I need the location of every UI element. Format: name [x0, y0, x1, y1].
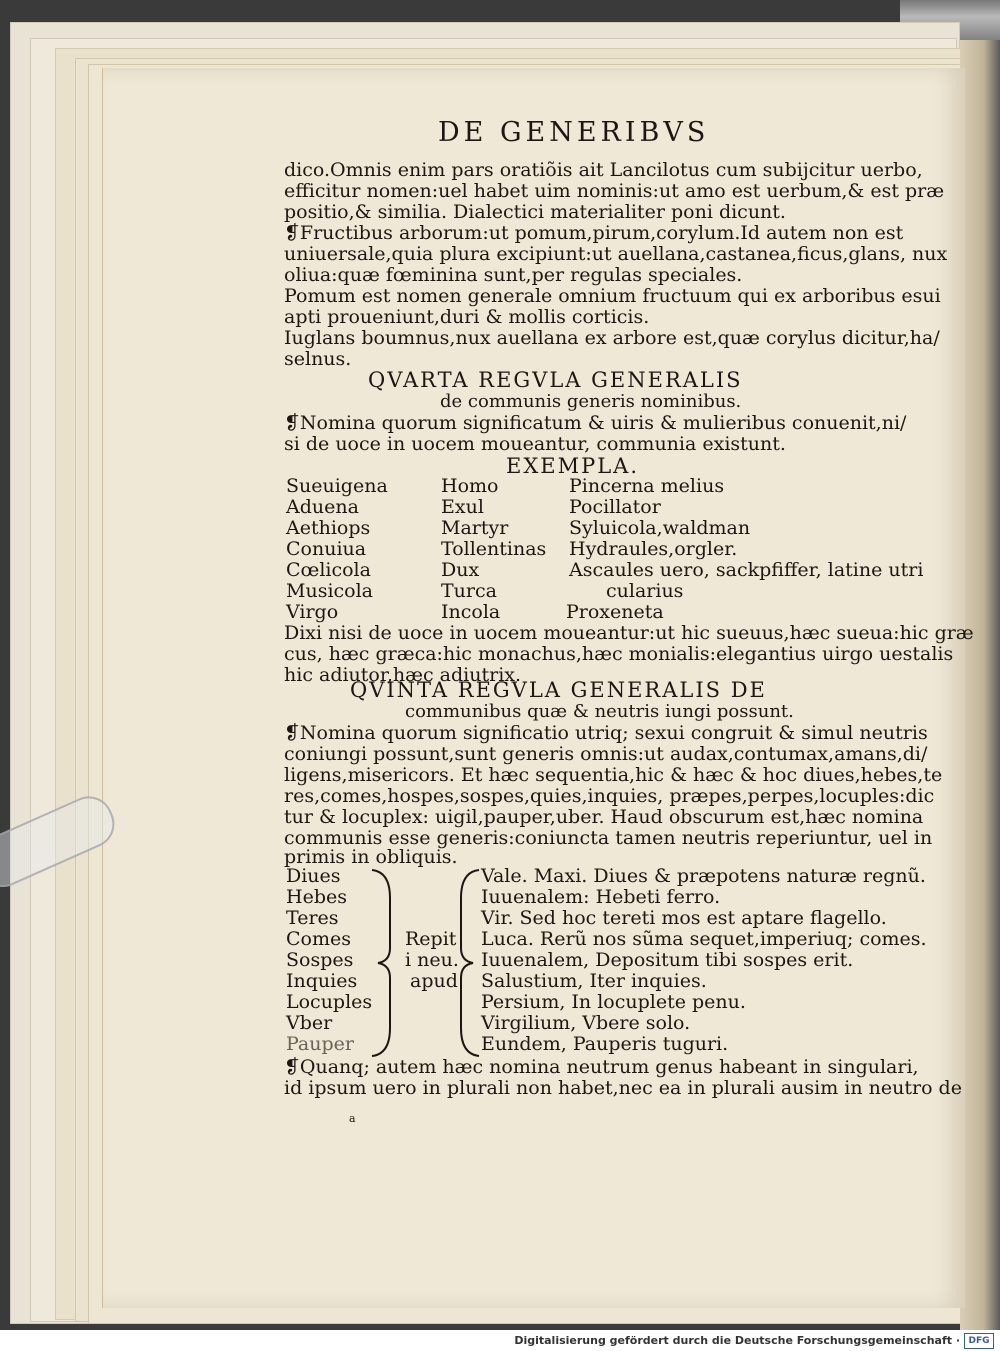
example-word: Turca — [441, 580, 497, 602]
text-line: si de uoce in uocem moueantur, communia existunt. — [284, 433, 786, 455]
example-word: Pocillator — [569, 496, 661, 518]
table-citation: Persium, In locuplete penu. — [481, 991, 746, 1013]
right-brace — [455, 868, 483, 1058]
table-word: Diues — [286, 865, 341, 887]
example-word: Exul — [441, 496, 484, 518]
table-citation: Vir. Sed hoc tereti mos est aptare flagello. — [481, 907, 887, 929]
table-word: Teres — [286, 907, 339, 929]
left-brace — [368, 868, 396, 1058]
table-middle-label: Repit — [405, 928, 457, 950]
text-line: uniuersale,quia plura excipiunt:ut auellana,castanea,ficus,glans, nux — [284, 243, 948, 265]
example-word: Syluicola,waldman — [569, 517, 751, 539]
example-word: Proxeneta — [566, 601, 664, 623]
example-word: Ascaules uero, sackpfiffer, latine utri — [569, 559, 924, 581]
example-word: Musicola — [286, 580, 374, 602]
table-citation: Eundem, Pauperis tuguri. — [481, 1033, 729, 1055]
table-citation: Iuuenalem, Depositum tibi sospes erit. — [481, 949, 854, 971]
examples-heading: EXEMPLA. — [506, 454, 640, 478]
text-line: hic adiutor,hæc adiutrix. — [284, 664, 522, 686]
section-subheading: de communis generis nominibus. — [440, 391, 742, 412]
example-word: Incola — [441, 601, 501, 623]
example-word: Hydraules,orgler. — [569, 538, 738, 560]
table-word: Sospes — [286, 949, 354, 971]
text-line: id ipsum uero in plurali non habet,nec ea in plurali ausim in neutro de — [284, 1077, 962, 1099]
example-word: Conuiua — [286, 538, 367, 560]
text-line: Pomum est nomen generale omnium fructuum qui ex arboribus esui — [284, 285, 941, 307]
page-marker: a — [349, 1112, 356, 1125]
table-citation: Vale. Maxi. Diues & præpotens naturæ regnũ. — [481, 865, 926, 887]
table-word: Locuples — [286, 991, 373, 1013]
table-middle-label: apud — [410, 970, 458, 992]
text-line: primis in obliquis. — [284, 846, 458, 868]
text-line: ❡Quanq; autem hæc nomina neutrum genus habeant in singulari, — [284, 1056, 919, 1078]
table-middle-label: i neu. — [405, 949, 459, 971]
section-subheading: communibus quæ & neutris iungi possunt. — [405, 701, 794, 722]
text-line: tur & locuplex: uigil,pauper,uber. Haud obscurum est,hæc nomina — [284, 806, 924, 828]
example-word: Aethiops — [286, 517, 371, 539]
table-word: Hebes — [286, 886, 347, 908]
text-line: ligens,misericors. Et hæc sequentia,hic & hæc & hoc diues,hebes,te — [284, 764, 943, 786]
table-word: Vber — [286, 1012, 333, 1034]
example-word: Pincerna melius — [569, 475, 725, 497]
text-line: selnus. — [284, 348, 352, 370]
text-line: cus, hæc græca:hic monachus,hæc monialis:elegantius uirgo uestalis — [284, 643, 954, 665]
text-line: dico.Omnis enim pars oratiõis ait Lancilotus cum subijcitur uerbo, — [284, 159, 923, 181]
example-word: Cœlicola — [286, 559, 371, 581]
table-citation: Salustium, Iter inquies. — [481, 970, 707, 992]
text-line: communis esse generis:coniuncta tamen neutris reperiuntur, uel in — [284, 827, 933, 849]
text-line: apti proueniunt,duri & mollis corticis. — [284, 306, 650, 328]
page-edge — [960, 40, 1000, 1330]
text-line: ❡Nomina quorum significatio utriq; sexui congruit & simul neutris — [284, 722, 928, 744]
example-word: Sueuigena — [286, 475, 388, 497]
table-word: Pauper — [286, 1033, 354, 1055]
text-line: efficitur nomen:uel habet uim nominis:ut amo est uerbum,& est præ — [284, 180, 945, 202]
table-word: Inquies — [286, 970, 358, 992]
example-word: Homo — [441, 475, 499, 497]
table-citation: Virgilium, Vbere solo. — [481, 1012, 691, 1034]
example-word: Tollentinas — [441, 538, 547, 560]
table-citation: Iuuenalem: Hebeti ferro. — [481, 886, 721, 908]
dfg-logo: DFG — [964, 1333, 994, 1349]
text-line: Iuglans boumnus,nux auellana ex arbore est,quæ corylus dicitur,ha/ — [284, 327, 940, 349]
text-line: oliua:quæ fœminina sunt,per regulas speciales. — [284, 264, 743, 286]
table-word: Comes — [286, 928, 351, 950]
page-title: DE GENERIBVS — [438, 117, 710, 148]
text-line: positio,& similia. Dialectici materialiter poni dicunt. — [284, 201, 786, 223]
section-heading: QVARTA REGVLA GENERALIS — [368, 368, 743, 392]
example-word: Dux — [441, 559, 480, 581]
text-line: ❡Nomina quorum significatum & uiris & mulieribus conuenit,ni/ — [284, 412, 907, 434]
example-word: Martyr — [441, 517, 509, 539]
example-word: cularius — [606, 580, 684, 602]
text-line: Dixi nisi de uoce in uocem moueantur:ut hic sueuus,hæc sueua:hic græ — [284, 622, 974, 644]
section-heading: QVINTA REGVLA GENERALIS DE — [350, 678, 767, 702]
table-citation: Luca. Rerũ nos sũma sequet,imperiuq; comes. — [481, 928, 927, 950]
example-word: Aduena — [286, 496, 359, 518]
text-line: coniungi possunt,sunt generis omnis:ut audax,contumax,amans,di/ — [284, 743, 928, 765]
example-word: Virgo — [286, 601, 339, 623]
footer-credit: Digitalisierung gefördert durch die Deutsche Forschungsgemeinschaft · — [514, 1334, 960, 1347]
text-line: ❡Fructibus arborum:ut pomum,pirum,corylum.Id autem non est — [284, 222, 904, 244]
text-line: res,comes,hospes,sospes,quies,inquies, præpes,perpes,locuples:dic — [284, 785, 935, 807]
